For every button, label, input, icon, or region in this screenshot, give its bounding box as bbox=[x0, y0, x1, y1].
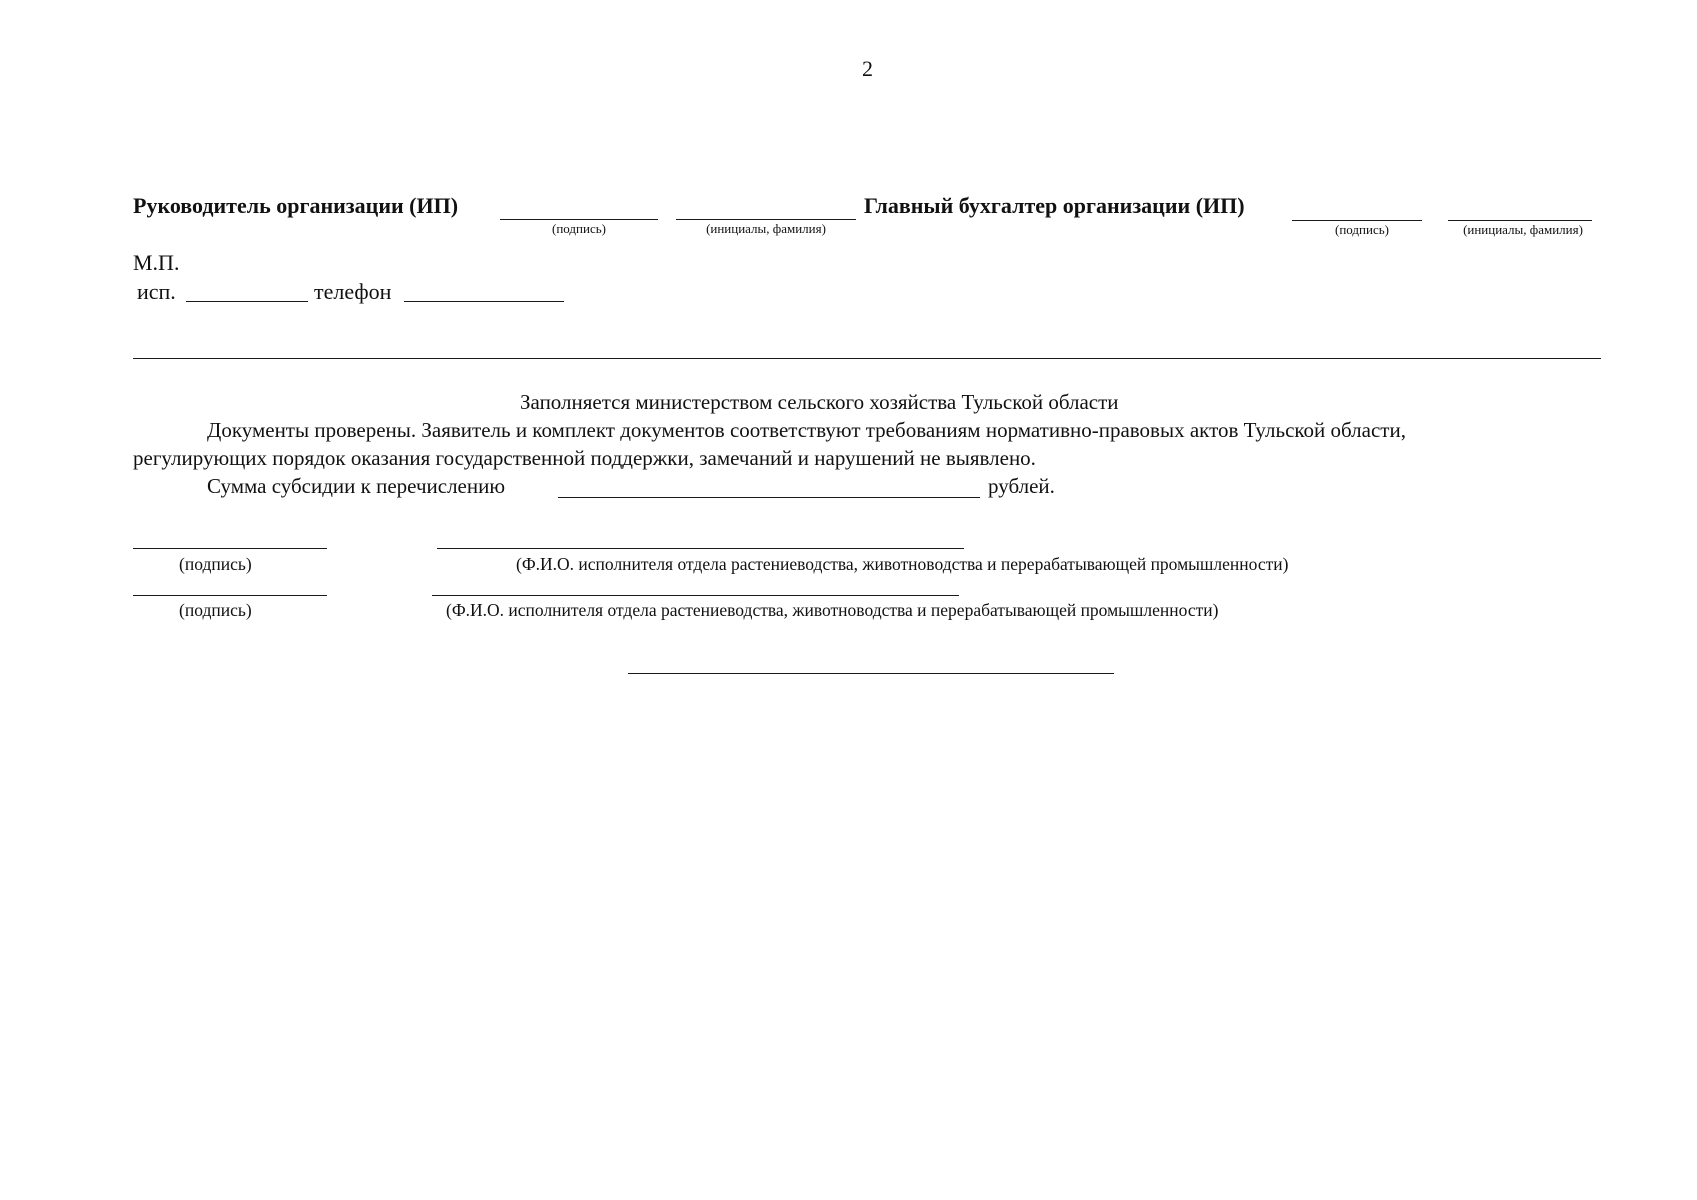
accountant-initials-caption: (инициалы, фамилия) bbox=[1463, 222, 1583, 237]
executor-label: исп. bbox=[137, 279, 176, 304]
head-initials-line bbox=[676, 219, 856, 220]
head-label: Руководитель организации (ИП) bbox=[133, 193, 459, 218]
official-1-signature-line bbox=[133, 548, 327, 549]
head-signature-caption: (подпись) bbox=[552, 221, 606, 236]
section-divider bbox=[133, 358, 1601, 359]
head-signature-line bbox=[500, 219, 658, 220]
accountant-signature-line bbox=[1292, 220, 1422, 221]
official-2-signature-caption: (подпись) bbox=[179, 600, 252, 620]
phone-label: телефон bbox=[314, 279, 392, 304]
official-1-signature-caption: (подпись) bbox=[179, 554, 252, 574]
ministry-heading: Заполняется министерством сельского хозяйства Тульской области bbox=[520, 390, 1119, 414]
page-number: 2 bbox=[862, 56, 873, 81]
official-1-name-line bbox=[437, 548, 964, 549]
subsidy-label: Сумма субсидии к перечислению bbox=[207, 474, 506, 498]
official-1-name-caption: (Ф.И.О. исполнителя отдела растениеводства, животноводства и перерабатывающей промышленности) bbox=[516, 554, 1289, 574]
ministry-paragraph-line1: Документы проверены. Заявитель и комплект документов соответствуют требованиям нормативно-правовых актов Тульской области, bbox=[207, 418, 1406, 442]
ministry-paragraph-line2: регулирующих порядок оказания государственной поддержки, замечаний и нарушений не выявлено. bbox=[133, 446, 1036, 470]
accountant-signature-caption: (подпись) bbox=[1335, 222, 1389, 237]
executor-line bbox=[186, 301, 308, 302]
subsidy-amount-line bbox=[558, 497, 980, 498]
official-2-name-caption: (Ф.И.О. исполнителя отдела растениеводства, животноводства и перерабатывающей промышленности) bbox=[446, 600, 1219, 620]
closing-line bbox=[628, 673, 1114, 674]
accountant-initials-line bbox=[1448, 220, 1592, 221]
official-2-name-line bbox=[432, 595, 959, 596]
head-initials-caption: (инициалы, фамилия) bbox=[706, 221, 826, 236]
official-2-signature-line bbox=[133, 595, 327, 596]
phone-line bbox=[404, 301, 564, 302]
subsidy-unit: рублей. bbox=[988, 474, 1055, 498]
stamp-label: М.П. bbox=[133, 250, 180, 275]
accountant-label: Главный бухгалтер организации (ИП) bbox=[864, 193, 1245, 218]
